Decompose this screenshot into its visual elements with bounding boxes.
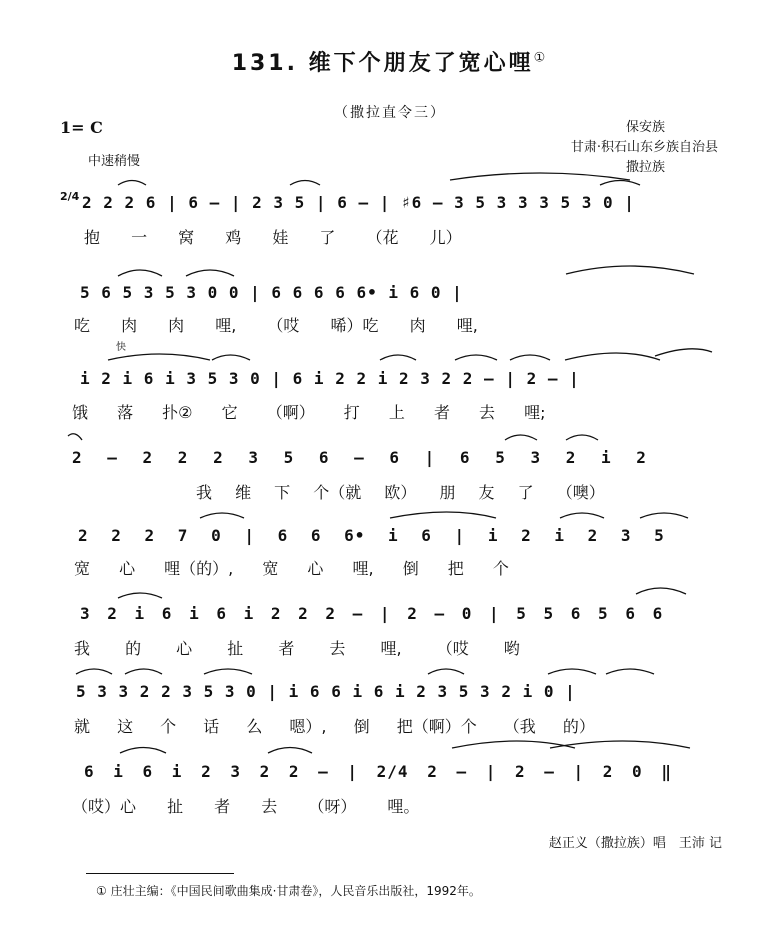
subtitle: （撒拉直令三）: [334, 105, 446, 121]
score-row-4-notes: 2 – 2 2 2 3 5 6 – 6 | 6 5 3 2 i 2: [72, 448, 647, 467]
score-row-8-notes: 6 i 6 i 2 3 2 2 – | 2/4 2 – | 2 – | 2 0 ‖: [84, 762, 672, 781]
score-row-6-lyrics: 我 的 心 扯 者 去 哩, （哎 哟: [74, 639, 520, 658]
performer-credit: 赵正义（撒拉族）唱 王沛 记: [548, 836, 722, 851]
key-signature: 1= C: [60, 118, 103, 137]
score-row-5-lyrics: 宽 心 哩（的）, 宽 心 哩, 倒 把 个: [74, 559, 509, 578]
score-row-4-lyrics: 我 维 下 个（就 欧） 朋 友 了 （噢）: [196, 483, 605, 502]
origin-line-2: 甘肃·积石山东乡族自治县: [570, 140, 718, 155]
time-signature: 2/4: [60, 190, 80, 203]
title-footnote-mark: ①: [533, 50, 549, 66]
origin-line-1: 保安族: [625, 120, 665, 135]
score-row-2-lyrics: 吃 肉 肉 哩, （哎 唏）吃 肉 哩,: [74, 316, 478, 335]
tempo-marking: 中速稍慢: [88, 154, 141, 169]
footnote-divider: [86, 873, 234, 874]
score-row-2-notes: 5 6 5 3 5 3 0 0 | 6 6 6 6 6• i 6 0 |: [80, 283, 463, 302]
score-row-8-lyrics: （哎）心 扯 者 去 （呀） 哩。: [72, 797, 420, 816]
fast-annotation: 快: [116, 342, 126, 353]
footnote: ① 庄壮主编：《中国民间歌曲集成·甘肃卷》，人民音乐出版社，1992年。: [96, 884, 481, 898]
score-row-1-notes: 2 2 2 6 | 6 – | 2 3 5 | 6 – | ♯6 – 3 5 3 3 3 5 3 0 |: [82, 193, 635, 212]
score-row-3-lyrics: 饿 落 扑② 它 （啊） 打 上 者 去 哩;: [72, 403, 546, 422]
score-row-1-lyrics: 抱 一 窝 鸡 娃 了 （花 儿）: [84, 228, 462, 247]
score-row-5-notes: 2 2 2 7 0 | 6 6 6• i 6 | i 2 i 2 3 5: [78, 526, 665, 545]
origin-line-3: 撒拉族: [625, 160, 665, 175]
score-row-7-lyrics: 就 这 个 话 么 嗯）, 倒 把（啊）个 （我 的）: [74, 717, 595, 736]
score-row-3-notes: i 2 i 6 i 3 5 3 0 | 6 i 2 2 i 2 3 2 2 – | 2 – |: [80, 369, 580, 388]
score-row-6-notes: 3 2 i 6 i 6 i 2 2 2 – | 2 – 0 | 5 5 6 5 6 6: [80, 604, 664, 623]
title-text: 131. 维下个朋友了宽心哩: [231, 51, 534, 76]
score-row-7-notes: 5 3 3 2 2 3 5 3 0 | i 6 6 i 6 i 2 3 5 3 2 i 0 |: [76, 682, 576, 701]
